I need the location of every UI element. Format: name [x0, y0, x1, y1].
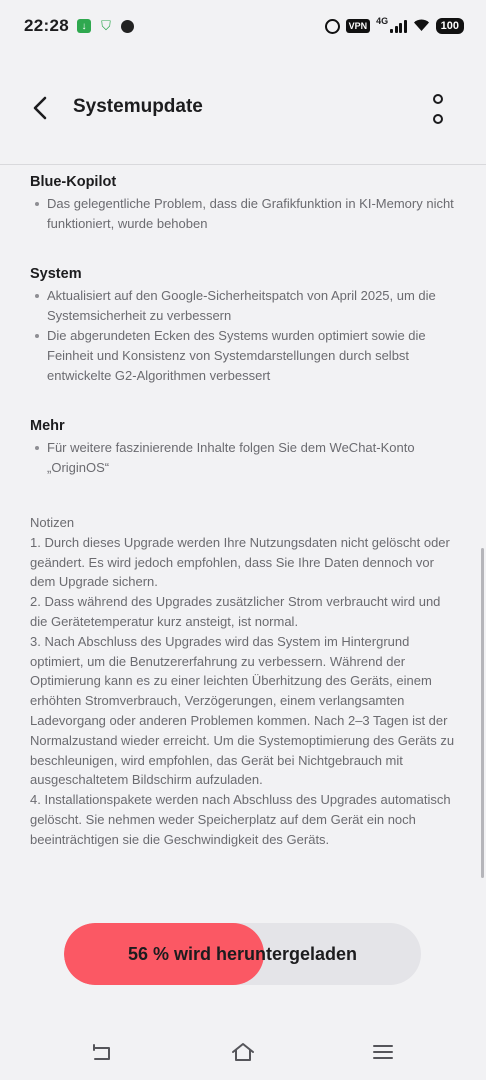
release-notes-content[interactable]	[0, 165, 486, 895]
note-item: 2. Dass während des Upgrades zusätzlicher Strom verbraucht wird und die Gerätetemperatur kurz ansteigt, ist normal.	[30, 594, 441, 629]
home-icon	[231, 1042, 255, 1062]
section-title: Blue-Kopilot	[30, 174, 117, 190]
bullet-item: Das gelegentliche Problem, dass die Grafikfunktion in KI-Memory nicht funktioniert, wurde behoben	[30, 194, 460, 234]
navigation-bar	[0, 1022, 486, 1080]
more-options-icon-dot	[433, 114, 443, 124]
nav-back-icon	[91, 1043, 113, 1061]
alarm-icon	[325, 19, 340, 34]
page-title: Systemupdate	[73, 96, 203, 117]
section-blue-kopilot	[30, 172, 460, 234]
nav-back-button[interactable]	[82, 1038, 122, 1066]
back-button[interactable]	[28, 94, 52, 122]
section-title: System	[30, 266, 82, 282]
download-notification-icon: ↓	[77, 19, 91, 33]
nav-menu-button[interactable]	[363, 1038, 403, 1066]
more-options-button[interactable]	[427, 94, 449, 124]
bullet-item: Die abgerundeten Ecken des Systems wurden optimiert sowie die Feinheit und Konsistenz von Systemdarstellungen durch selbst entwickelte G2-Algorithmen verbessert	[30, 326, 460, 386]
bullet-item: Für weitere faszinierende Inhalte folgen Sie dem WeChat-Konto „OriginOS“	[30, 438, 460, 478]
note-item: 1. Durch dieses Upgrade werden Ihre Nutzungsdaten nicht gelöscht oder geändert. Es wird jedoch empfohlen, dass Sie Ihre Daten dennoch vor dem Upgrade sichern.	[30, 534, 450, 590]
section-mehr	[30, 416, 460, 478]
menu-icon	[373, 1044, 393, 1060]
section-system	[30, 264, 460, 386]
app-notification-icon	[121, 20, 134, 33]
scrollbar[interactable]	[481, 548, 484, 878]
progress-label: 56 % wird heruntergeladen	[127, 943, 358, 964]
signal-icon	[390, 20, 407, 33]
bullet-list	[30, 286, 460, 386]
vpn-badge: VPN	[346, 19, 371, 33]
status-right	[325, 18, 464, 35]
nav-home-button[interactable]	[223, 1038, 263, 1066]
more-options-icon-dot	[433, 94, 443, 104]
bullet-list	[30, 194, 460, 234]
note-item: 4. Installationspakete werden nach Abschluss des Upgrades automatisch gelöscht. Sie nehmen weder Speicherplatz auf dem Gerät ein noch beeinträchtigen sie die Geschwindigkeit des Geräts.	[30, 792, 451, 847]
download-progress-button[interactable]	[64, 923, 421, 985]
battery-indicator: 100	[436, 18, 464, 34]
section-title: Mehr	[30, 418, 65, 434]
note-item: 3. Nach Abschluss des Upgrades wird das System im Hintergrund optimiert, um die Benutzererfahrung zu verbessern. Während der Optimierung kann es zu einer leichten Überhitzung des Geräts, einem erhöhten Stromverbrauch, Verzögerungen, einem verlangsamten Ladevorgang oder anderen Problemen kommen. Nach 2–3 Tagen ist der Normalzustand wieder erreicht. Um die Systemoptimierung des Geräts zu beschleunigen, wird empfohlen, das Gerät bei Nichtgebrauch mit ausgeschaltetem Bildschirm aufzuladen.	[30, 633, 455, 788]
wifi-icon	[413, 18, 430, 35]
back-arrow-icon	[32, 96, 48, 120]
app-bar	[0, 72, 486, 144]
status-left	[24, 16, 134, 36]
notes-heading: Notizen	[30, 515, 75, 530]
status-time: 22:28	[24, 16, 69, 35]
notes	[30, 513, 460, 850]
status-bar	[0, 0, 486, 52]
network-type: 4G	[376, 16, 389, 26]
bullet-item: Aktualisiert auf den Google-Sicherheitspatch von April 2025, um die Systemsicherheit zu verbessern	[30, 286, 460, 326]
bullet-list	[30, 438, 460, 478]
shield-icon: ⛉	[101, 18, 111, 33]
